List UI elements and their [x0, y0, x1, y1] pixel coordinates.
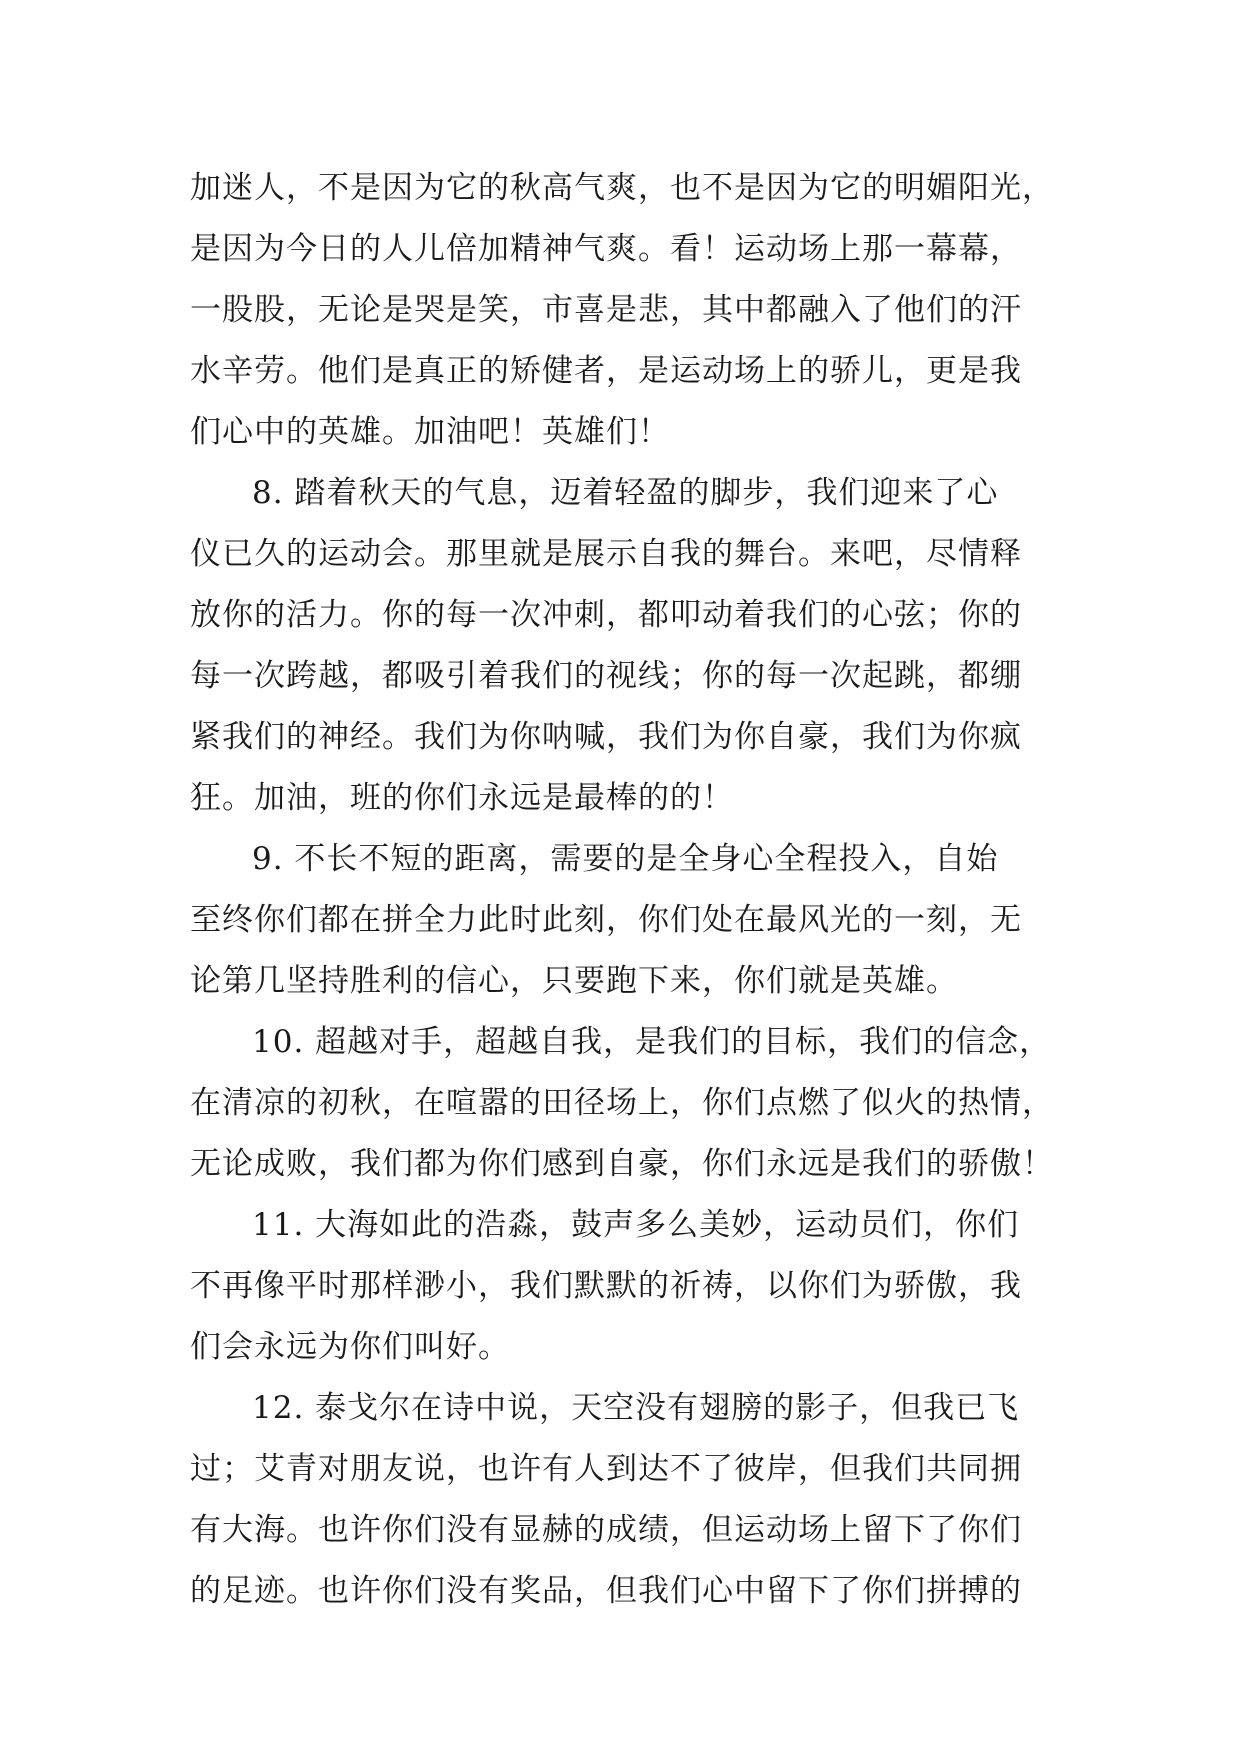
text-line: 加迷人，不是因为它的秋高气爽，也不是因为它的明媚阳光，: [190, 170, 1054, 206]
body-text: [190, 158, 1070, 1622]
text-line: 狂。加油，班的你们永远是最棒的的！: [190, 780, 734, 816]
text-line: 无论成败，我们都为你们感到自豪，你们永远是我们的骄傲！: [190, 1146, 1054, 1182]
text-line: 的足迹。也许你们没有奖品，但我们心中留下了你们拼搏的: [190, 1573, 1022, 1609]
text-line: 们心中的英雄。加油吧！英雄们！: [190, 414, 670, 450]
text-line: 有大海。也许你们没有显赫的成绩，但运动场上留下了你们: [190, 1512, 1022, 1548]
paragraph-first-line: 10. 超越对手，超越自我，是我们的目标，我们的信念，: [252, 1024, 1052, 1060]
text-line: 放你的活力。你的每一次冲刺，都叩动着我们的心弦；你的: [190, 597, 1022, 633]
paragraph-first-line: 9. 不长不短的距离，需要的是全身心全程投入，自始: [252, 841, 999, 877]
text-line: 每一次跨越，都吸引着我们的视线；你的每一次起跳，都绷: [190, 658, 1022, 694]
text-line: 在清凉的初秋，在喧嚣的田径场上，你们点燃了似火的热情，: [190, 1085, 1054, 1121]
text-line: 至终你们都在拼全力此时此刻，你们处在最风光的一刻，无: [190, 902, 1022, 938]
text-line: 们会永远为你们叫好。: [190, 1329, 510, 1365]
paragraph-first-line: 8. 踏着秋天的气息，迈着轻盈的脚步，我们迎来了心: [252, 475, 999, 511]
text-line: 是因为今日的人儿倍加精神气爽。看！运动场上那一幕幕，: [190, 231, 1022, 267]
text-line: 紧我们的神经。我们为你呐喊，我们为你自豪，我们为你疯: [190, 719, 1022, 755]
paragraph-first-line: 12. 泰戈尔在诗中说，天空没有翅膀的影子，但我已飞: [252, 1390, 1020, 1426]
text-line: 水辛劳。他们是真正的矫健者，是运动场上的骄儿，更是我: [190, 353, 1022, 389]
text-line: 不再像平时那样渺小，我们默默的祈祷，以你们为骄傲，我: [190, 1268, 1022, 1304]
text-line: 仪已久的运动会。那里就是展示自我的舞台。来吧，尽情释: [190, 536, 1022, 572]
text-line: 论第几坚持胜利的信心，只要跑下来，你们就是英雄。: [190, 963, 958, 999]
paragraph-first-line: 11. 大海如此的浩淼，鼓声多么美妙，运动员们，你们: [252, 1207, 1020, 1243]
text-line: 一股股，无论是哭是笑，市喜是悲，其中都融入了他们的汗: [190, 292, 1022, 328]
text-line: 过；艾青对朋友说，也许有人到达不了彼岸，但我们共同拥: [190, 1451, 1022, 1487]
